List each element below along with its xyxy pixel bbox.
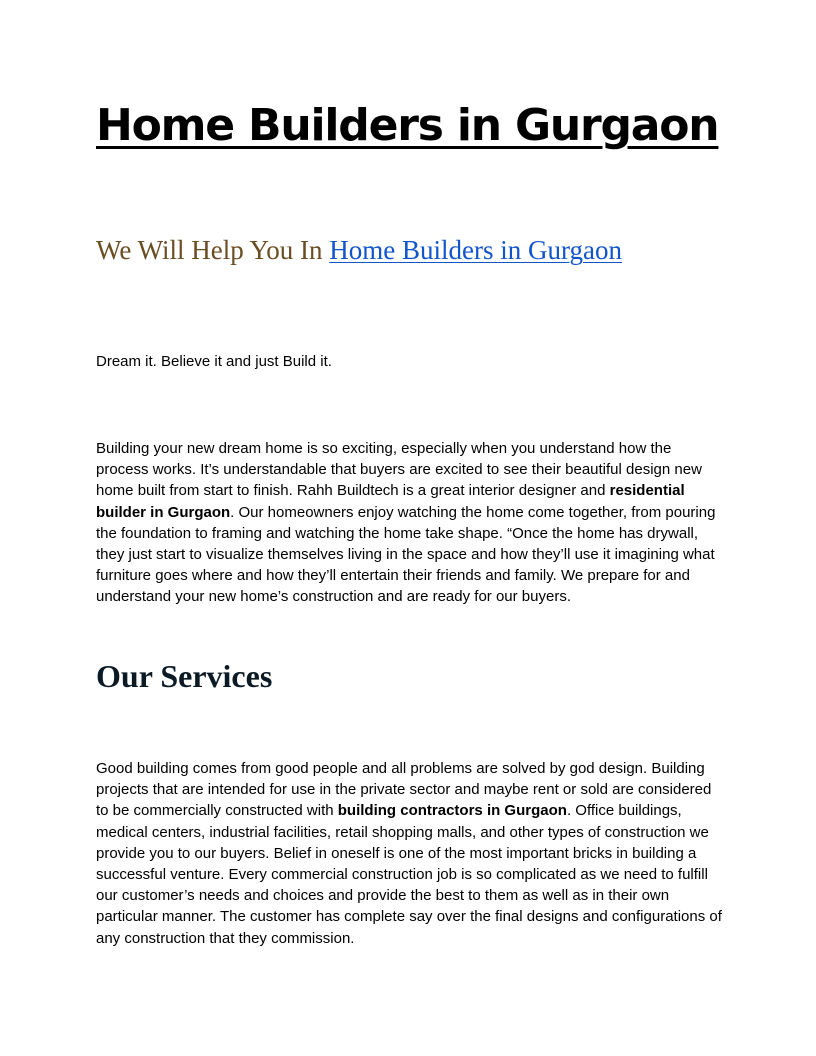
intro-paragraph bbox=[96, 438, 724, 608]
services-bold-keyword: building contractors in Gurgaon bbox=[337, 802, 567, 820]
page-title: Home Builders in Gurgaon bbox=[96, 100, 719, 151]
intro-text-end: . Our homeowners enjoy watching the home come together, from pouring the foundation to framing and watching the home take shape. “Once the home has drywall, they just start to visualize themselves living in the space and how they’ll use it imagining what furniture goes where and how they’ll entertain their friends and family. We prepare for and understand your new home’s construction and are ready for our buyers. bbox=[96, 503, 716, 606]
home-builders-link[interactable]: Home Builders in Gurgaon bbox=[329, 235, 622, 265]
subtitle-prefix: We Will Help You In bbox=[96, 235, 330, 265]
services-paragraph bbox=[96, 758, 724, 949]
intro-text-start: Building your new dream home is so exciting, especially when you understand how the process works. It’s understandable that buyers are excited to see their beautiful design new home built from start to finish. Rahh Buildtech is a great interior designer and bbox=[96, 440, 702, 500]
tagline: Dream it. Believe it and just Build it. bbox=[96, 353, 332, 370]
services-heading: Our Services bbox=[96, 658, 273, 694]
services-text-end: . Office buildings, medical centers, industrial facilities, retail shopping malls, and other types of construction we provide you to our buyers. Belief in oneself is one of the most important bricks in building a successful venture. Every commercial construction job is so complicated as we need to fulfill our customer’s needs and choices and provide the best to them as well as in their own particular manner. The customer has complete say over the final designs and configurations of any construction that they commission. bbox=[96, 802, 722, 947]
services-text-start: Good building comes from good people and all problems are solved by god design. Building projects that are intended for use in the private sector and maybe rent or sold are considered to be commercially constructed with bbox=[96, 760, 712, 820]
intro-bold-keyword: residential builder in Gurgaon bbox=[96, 482, 685, 521]
page-subtitle bbox=[96, 231, 622, 269]
